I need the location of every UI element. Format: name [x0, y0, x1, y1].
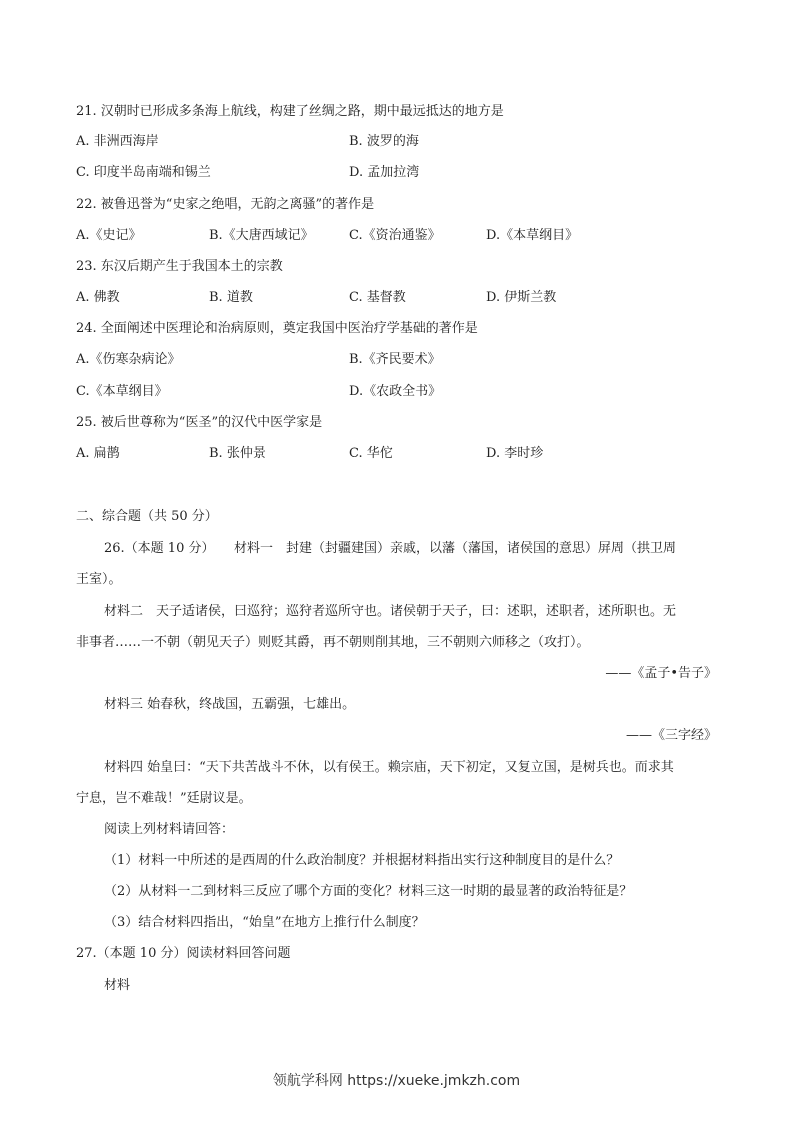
- q26-material-3-source: ——《三字经》: [625, 728, 717, 743]
- q24-option-c: C.《本草纲目》: [76, 384, 168, 399]
- q26-sub-question-1: （1）材料一中所述的是西周的什么政治制度？并根据材料指出实行这种制度目的是什么？: [104, 853, 620, 868]
- q26-line-2: 王室）。: [76, 572, 122, 587]
- q26-sub-question-2: （2）从材料一二到材料三反应了哪个方面的变化？材料三这一时期的最显著的政治特征是？: [104, 884, 633, 899]
- q26-material-4-line-1: 材料四 始皇曰：“天下共苦战斗不休，以有侯王。赖宗庙，天下初定，又复立国，是树兵也。而求其: [104, 760, 674, 775]
- q24-option-a: A.《伤寒杂病论》: [76, 352, 181, 367]
- q25-option-d: D. 李时珍: [486, 446, 544, 461]
- q21-option-d: D. 孟加拉湾: [349, 165, 420, 180]
- q26-material-4-line-2: 宁息，岂不难哉！”廷尉议是。: [76, 791, 252, 806]
- q24-option-b: B.《齐民要术》: [349, 352, 441, 367]
- section-2-heading: 二、综合题（共 50 分）: [76, 509, 218, 524]
- question-27-stem: 27.（本题 10 分）阅读材料回答问题: [76, 946, 291, 961]
- q22-option-c: C.《资治通鉴》: [349, 228, 441, 243]
- q25-option-b: B. 张仲景: [209, 446, 266, 461]
- q26-material-2-line-2: 非事者……一不朝（朝见天子）则贬其爵，再不朝则削其地，三不朝则六师移之（攻打）。: [76, 635, 590, 650]
- question-24-stem: 24. 全面阐述中医理论和治病原则，奠定我国中医治疗学基础的著作是: [76, 321, 478, 336]
- q26-prompt: 阅读上列材料请回答：: [104, 822, 235, 837]
- q26-sub-question-3: （3）结合材料四指出，“始皇”在地方上推行什么制度？: [104, 915, 425, 930]
- q21-option-a: A. 非洲西海岸: [76, 134, 159, 149]
- q23-option-b: B. 道教: [209, 290, 253, 305]
- q22-option-d: D.《本草纲目》: [486, 228, 579, 243]
- q23-option-c: C. 基督教: [349, 290, 406, 305]
- question-21-stem: 21. 汉朝时已形成多条海上航线，构建了丝绸之路，期中最远抵达的地方是: [76, 104, 504, 119]
- question-25-stem: 25. 被后世尊称为“医圣”的汉代中医学家是: [76, 415, 323, 430]
- q25-option-a: A. 扁鹊: [76, 446, 120, 461]
- q23-option-a: A. 佛教: [76, 290, 120, 305]
- question-22-stem: 22. 被鲁迅誉为“史家之绝唱，无韵之离骚”的著作是: [76, 197, 375, 212]
- q26-material-3: 材料三 始春秋，终战国，五霸强，七雄出。: [104, 697, 356, 712]
- q26-material-2-source: ——《孟子•告子》: [605, 666, 717, 681]
- q26-material-2-line-1: 材料二 天子适诸侯，曰巡狩；巡狩者巡所守也。诸侯朝于天子，曰：述职，述职者，述所职也。无: [104, 604, 677, 619]
- q22-option-b: B.《大唐西域记》: [209, 228, 314, 243]
- question-23-stem: 23. 东汉后期产生于我国本土的宗教: [76, 259, 283, 274]
- q23-option-d: D. 伊斯兰教: [486, 290, 557, 305]
- q27-material-label: 材料: [104, 978, 131, 993]
- page-footer-watermark: 领航学科网 https://xueke.jmkzh.com: [272, 1073, 521, 1089]
- q26-line-1: 26.（本题 10 分） 材料一 封建（封疆建国）亲戚，以藩（藩国，诸侯国的意思）屏周（拱卫周: [104, 541, 676, 556]
- q25-option-c: C. 华佗: [349, 446, 393, 461]
- q24-option-d: D.《农政全书》: [349, 384, 442, 399]
- q22-option-a: A.《史记》: [76, 228, 142, 243]
- q21-option-b: B. 波罗的海: [349, 134, 419, 149]
- q21-option-c: C. 印度半岛南端和锡兰: [76, 165, 211, 180]
